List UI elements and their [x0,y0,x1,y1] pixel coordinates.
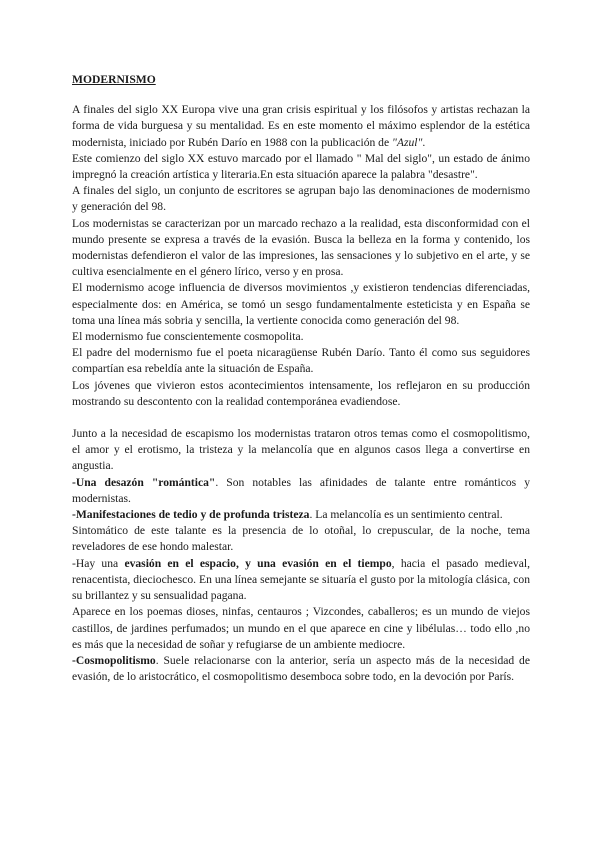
paragraph-temas: Junto a la necesidad de escapismo los modernistas trataron otros temas como el cosmopolitismo, el amor y el erotismo, la tristeza y la melancolía que en algunos casos llega a convertirse en angustia. [72,427,530,473]
bold-heading: -Una desazón "romántica" [72,475,216,489]
paragraph-tedio [72,507,530,523]
bold-heading: evasión en el espacio, y una evasión en el tiempo [124,556,392,570]
bold-heading: -Cosmopolitismo [72,653,156,667]
paragraph-rechazo: Los modernistas se caracterizan por un marcado rechazo a la realidad, esta disconformidad con el mundo presente se expresa a través de la evasión. Busca la belleza en la forma y contenido, los modernistas defendieron el valor de las impresiones, las sensaciones y lo subjetivo en el arte, y se cultiva esencialmente en el género lírico, verso y en prosa. [72,216,530,279]
paragraph-text: -Hay una [72,556,125,570]
paragraph-text: . La melancolía es un sentimiento central. [309,508,503,522]
paragraph-text: . [422,135,426,149]
document-title: MODERNISMO [72,73,156,86]
paragraph-mitologia: Aparece en los poemas dioses, ninfas, centauros ; Vizcondes, caballeros; es un mundo de viejos castillos, de jardines perfumados; un mundo en el que aparece en cine y libélulas… todo ello ,no es más que la necesidad de soñar y refugiarse de un ambiente mediocre. [72,605,530,651]
paragraph-text: , hacia el pasado medieval, renacentista, dieciochesco. En una línea semejante se situaría el gusto por la mitología clásica, con su brillantez y su sensualidad pagana. [72,556,530,603]
paragraph-influencias: El modernismo acoge influencia de diversos movimientos ,y existieron tendencias diferenciadas, especialmente dos: en América, se tomó un sesgo fundamentalmente esteticista y en España se toma una línea más sobria y sencilla, la vertiente conocida como generación del 98. [72,281,530,327]
paragraph-mal-del-siglo: Este comienzo del siglo XX estuvo marcado por el llamado " Mal del siglo", un estado de ánimo impregnó la creación artística y literaria.En esta situación aparece la palabra "desastre". [72,151,530,182]
document-page [72,72,530,685]
paragraph-intro [72,102,530,151]
paragraph-gap [72,410,530,426]
paragraph-text: A finales del siglo XX Europa vive una gran crisis espiritual y los filósofos y artistas rechazan la forma de vida burguesa y su mentalidad. Es en este momento el máximo esplendor de la estética modernista, iniciado por Rubén Darío en 1988 con la publicación de [72,103,530,149]
paragraph-text: . Suele relacionarse con la anterior, sería un aspecto más de la necesidad de evasión, de lo aristocrático, el cosmopolitismo desemboca sobre todo, en la devoción por París. [72,653,530,684]
paragraph-desazon [72,475,530,507]
paragraph-evasion [72,556,530,605]
paragraph-text: . Son notables las afinidades de talante entre románticos y modernistas. [72,475,530,505]
paragraph-sintomatico: Sintomático de este talante es la presencia de lo otoñal, lo crepuscular, de la noche, tema reveladores de ese hondo malestar. [72,524,530,554]
bold-heading: -Manifestaciones de tedio y de profunda tristeza [72,508,310,522]
paragraph-cosmopolita: El modernismo fue conscientemente cosmopolita. [72,330,304,344]
italic-title-azul: "Azul" [392,135,423,149]
paragraph-jovenes: Los jóvenes que vivieron estos acontecimientos intensamente, los reflejaron en su producción mostrando su descontento con la realidad contemporánea evadiendose. [72,378,530,408]
paragraph-dario: El padre del modernismo fue el poeta nicaragüense Rubén Darío. Tanto él como sus seguidores compartían esa rebeldía ante la situación de España. [72,346,530,376]
paragraph-escritores: A finales del siglo, un conjunto de escritores se agrupan bajo las denominaciones de modernismo y generación del 98. [72,184,530,214]
paragraph-cosmopolitismo [72,653,530,685]
